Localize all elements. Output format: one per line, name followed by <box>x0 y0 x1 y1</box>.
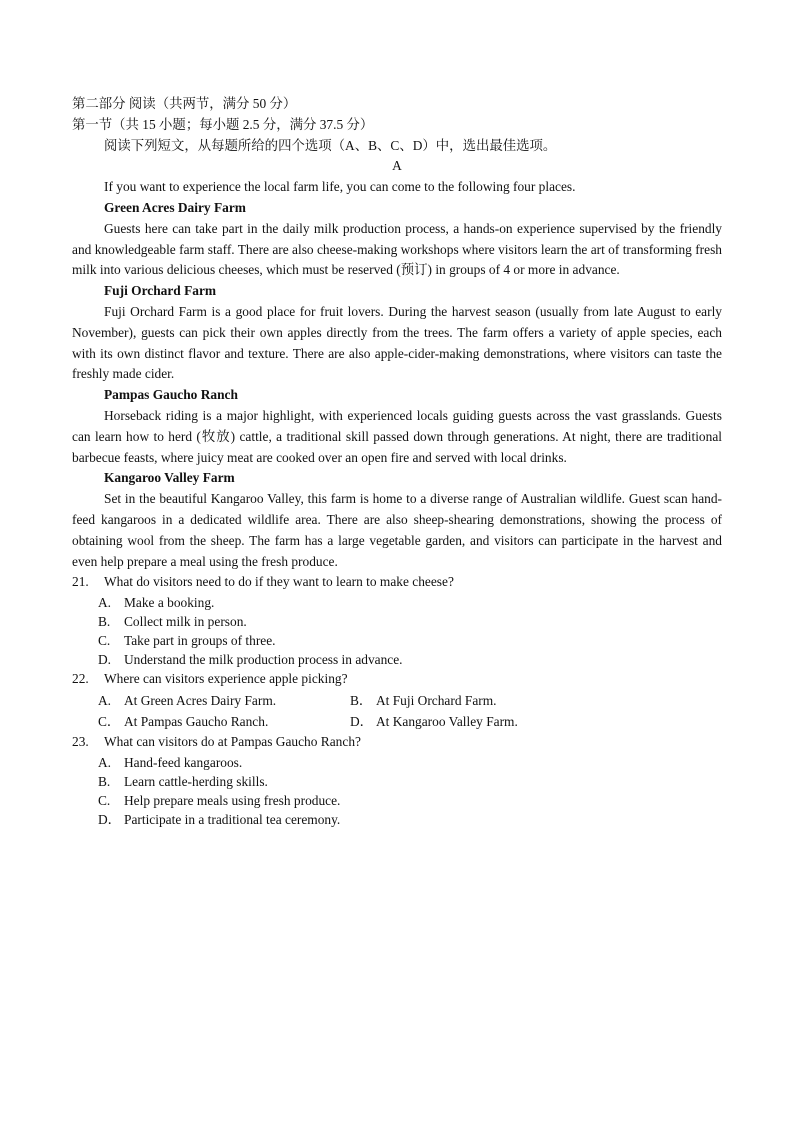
option-letter: D. <box>98 652 112 668</box>
option-row <box>72 711 722 732</box>
option-letter: A. <box>98 754 112 770</box>
option-text: Collect milk in person. <box>124 614 247 630</box>
option-text: Learn cattle-herding skills. <box>124 773 268 789</box>
option-a[interactable] <box>72 753 722 772</box>
section-body: Set in the beautiful Kangaroo Valley, this farm is home to a diverse range of Australian wildlife. Guest scan hand-feed kangaroos in a dedicated wildlife area. There are also sheep-shearing demonstrations, showing the process of obtaining wool from the sheep. The farm has a large vegetable garden, and visitors can participate in the harvest and even help prepare a meal using the fresh produce. <box>72 491 722 569</box>
option-letter: B． <box>350 692 373 708</box>
option-text: Understand the milk production process in advance. <box>124 652 403 668</box>
exam-page <box>72 94 722 829</box>
option-text: Take part in groups of three. <box>124 633 276 649</box>
section-body: Fuji Orchard Farm is a good place for fruit lovers. During the harvest season (usually from late August to early November), guests can pick their own apples directly from the trees. The farm offers a variety of apple species, each with its own distinct flavor and texture. There are also apple-cider-making demonstrations, where visitors can taste the freshly made cider. <box>72 303 722 382</box>
option-b[interactable] <box>72 772 722 791</box>
option-c[interactable] <box>72 631 722 650</box>
question-23 <box>72 732 722 829</box>
option-text: Hand-feed kangaroos. <box>124 754 243 770</box>
question-21 <box>72 572 722 669</box>
question-22 <box>72 669 722 732</box>
passage-section-kangaroo-valley <box>72 468 722 572</box>
option-text: At Green Acres Dairy Farm. <box>124 692 277 708</box>
question-list <box>72 572 722 828</box>
section-heading: Pampas Gaucho Ranch <box>104 387 238 403</box>
option-letter: B. <box>98 773 111 789</box>
option-row <box>72 690 722 711</box>
option-letter: D． <box>350 713 374 729</box>
option-a[interactable] <box>72 593 722 612</box>
question-stem: Where can visitors experience apple picking? <box>104 671 348 687</box>
option-text: At Pampas Gaucho Ranch. <box>124 713 269 729</box>
passage-section-pampas-gaucho <box>72 385 722 468</box>
option-text: At Kangaroo Valley Farm. <box>376 713 518 729</box>
option-letter: D． <box>98 811 122 827</box>
option-a[interactable] <box>98 690 350 711</box>
option-text: At Fuji Orchard Farm. <box>376 692 497 708</box>
section-heading: Fuji Orchard Farm <box>104 283 217 299</box>
option-b[interactable] <box>350 690 602 711</box>
passage-section-green-acres <box>72 198 722 281</box>
section-body: Horseback riding is a major highlight, with experienced locals guiding guests across the vast grasslands. Guests can learn how to herd (牧放) cattle, a traditional skill passed down through generations. At night, there are traditional barbecue feasts, where juicy meat are cooked over an open fire and served with local drinks. <box>72 407 722 465</box>
option-text: Make a booking. <box>124 595 215 611</box>
option-letter: A. <box>98 595 112 611</box>
option-letter: C. <box>98 792 111 808</box>
question-stem: What can visitors do at Pampas Gaucho Ranch? <box>104 733 361 749</box>
section-heading: Green Acres Dairy Farm <box>104 199 246 215</box>
option-b[interactable] <box>72 612 722 631</box>
option-c[interactable] <box>98 711 350 732</box>
passage-section-fuji-orchard <box>72 281 722 385</box>
option-text: Help prepare meals using fresh produce. <box>124 792 341 808</box>
passage-label: A <box>392 158 402 174</box>
option-c[interactable] <box>72 791 722 810</box>
passage-intro: If you want to experience the local farm life, you can come to the following four places. <box>104 179 576 195</box>
instruction: 阅读下列短文，从每题所给的四个选项（A、B、C、D）中，选出最佳选项。 <box>104 137 557 153</box>
option-letter: B. <box>98 614 111 630</box>
option-d[interactable] <box>350 711 602 732</box>
option-text: Participate in a traditional tea ceremony. <box>124 811 341 827</box>
option-d[interactable] <box>72 810 722 829</box>
section-body: Guests here can take part in the daily milk production process, a hands-on experience supervised by the friendly and knowledgeable farm staff. There are also cheese-making workshops where visitors learn the art of transforming fresh milk into various delicious cheeses, which must be reserved (预订) in groups of 4 or more in advance. <box>72 220 722 278</box>
option-letter: A. <box>98 692 112 708</box>
question-stem: What do visitors need to do if they want to learn to make cheese? <box>104 574 454 590</box>
question-number: 23. <box>72 733 89 749</box>
part-title: 第二部分 阅读（共两节，满分 50 分） <box>72 96 297 111</box>
option-letter: C. <box>98 633 111 649</box>
section-title: 第一节（共 15 小题；每小题 2.5 分，满分 37.5 分） <box>72 116 374 132</box>
option-d[interactable] <box>72 650 722 669</box>
question-number: 21. <box>72 574 89 590</box>
question-number: 22. <box>72 671 89 687</box>
section-heading: Kangaroo Valley Farm <box>104 470 235 486</box>
option-letter: C． <box>98 713 121 729</box>
